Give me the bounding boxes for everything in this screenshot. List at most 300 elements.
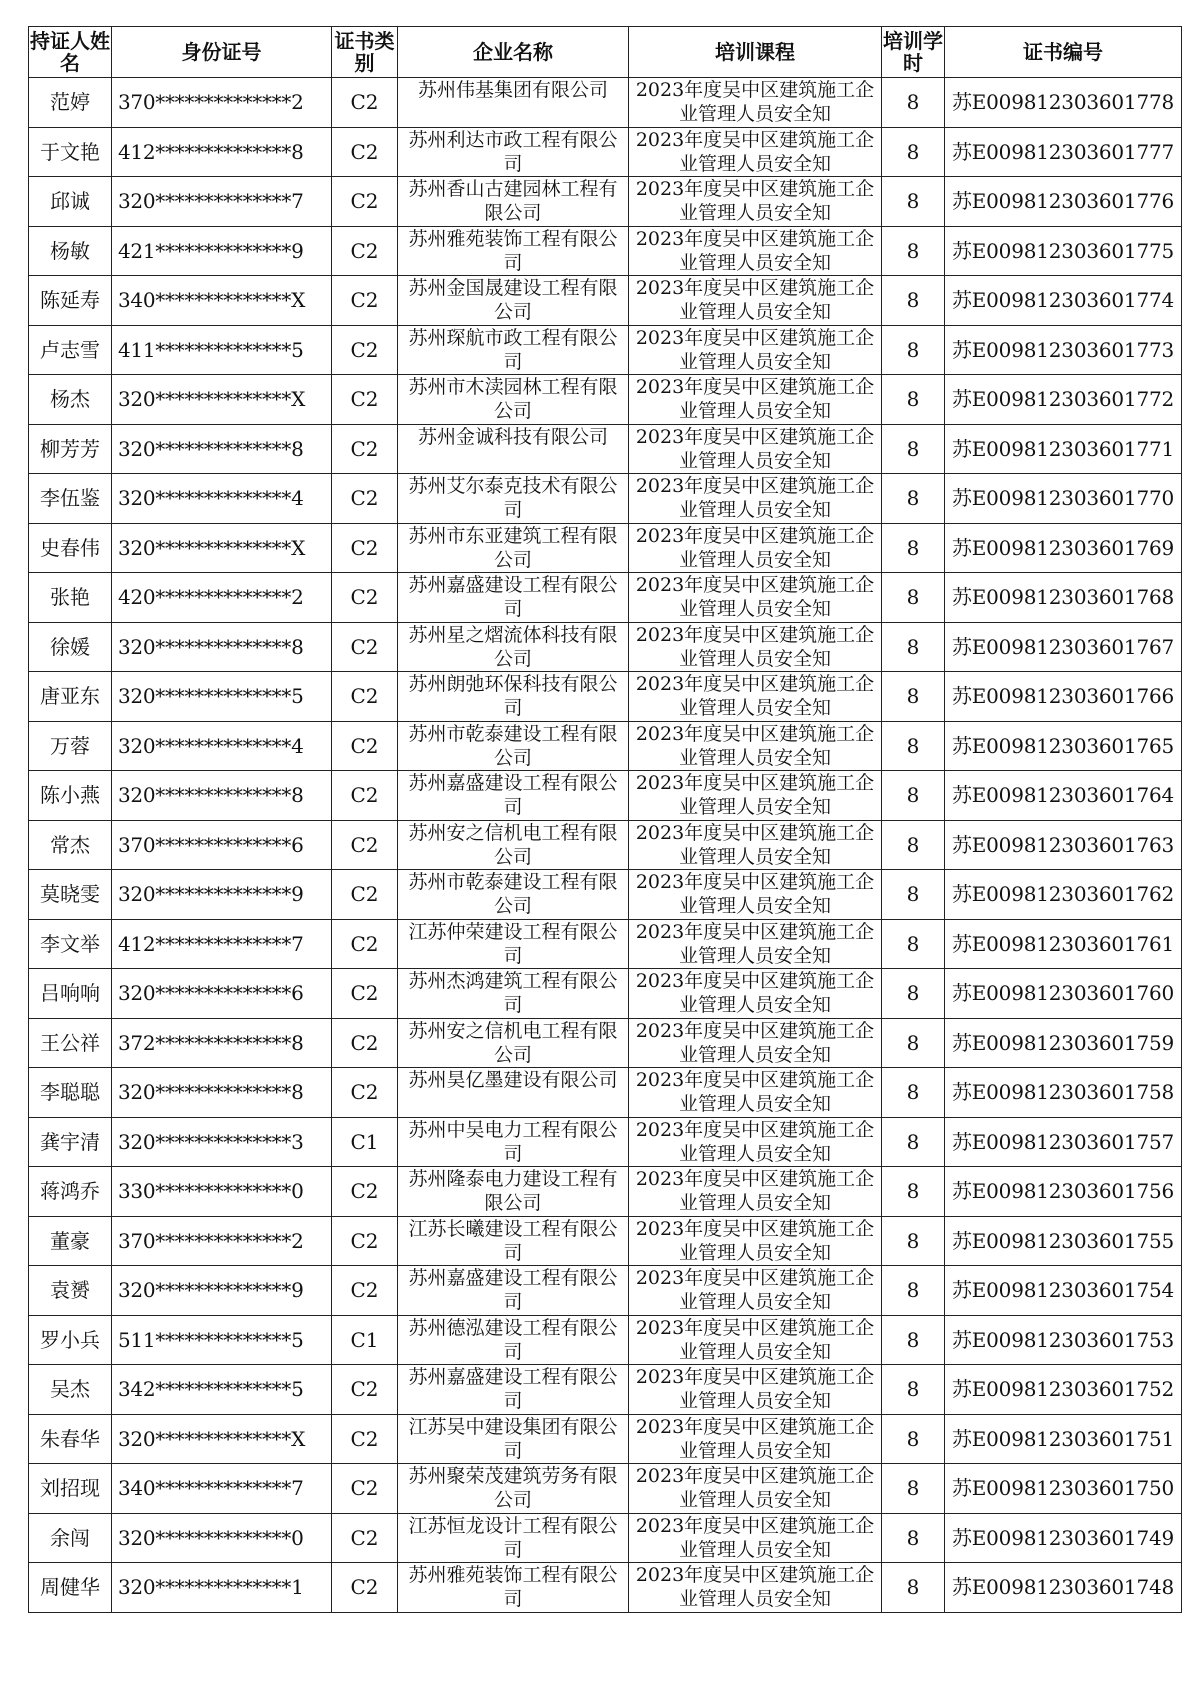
cell-training-course-text: 2023年度吴中区建筑施工企业管理人员安全知	[635, 772, 875, 819]
cell-training-course-text: 2023年度吴中区建筑施工企业管理人员安全知	[635, 1267, 875, 1314]
cell-cert-number: 苏E009812303601777	[945, 127, 1182, 177]
cell-training-hours: 8	[882, 523, 945, 573]
cell-training-course-text: 2023年度吴中区建筑施工企业管理人员安全知	[635, 1069, 875, 1116]
cell-training-hours: 8	[882, 969, 945, 1019]
cell-company-name	[398, 1266, 629, 1316]
table-row	[29, 969, 1182, 1019]
cell-cert-category: C2	[332, 771, 398, 821]
cell-cert-number: 苏E009812303601764	[945, 771, 1182, 821]
cell-training-course	[629, 1167, 882, 1217]
cell-training-course	[629, 1315, 882, 1365]
header-cert-category: 证书类别	[332, 27, 398, 78]
cell-training-course	[629, 226, 882, 276]
cell-holder-name: 刘招现	[29, 1464, 112, 1514]
table-row	[29, 127, 1182, 177]
cell-cert-number: 苏E009812303601757	[945, 1117, 1182, 1167]
cell-cert-category: C2	[332, 919, 398, 969]
cell-company-name	[398, 325, 629, 375]
cell-cert-category: C2	[332, 573, 398, 623]
cell-cert-category: C2	[332, 622, 398, 672]
cell-training-course	[629, 1068, 882, 1118]
cell-training-hours: 8	[882, 771, 945, 821]
cell-cert-number: 苏E009812303601768	[945, 573, 1182, 623]
cell-cert-number: 苏E009812303601763	[945, 820, 1182, 870]
cell-training-hours: 8	[882, 1563, 945, 1613]
table-row	[29, 672, 1182, 722]
cell-cert-category: C2	[332, 226, 398, 276]
cell-id-number: 320**************3	[112, 1117, 332, 1167]
cell-holder-name: 吕响响	[29, 969, 112, 1019]
cell-company-name	[398, 919, 629, 969]
cell-cert-number: 苏E009812303601773	[945, 325, 1182, 375]
cell-id-number: 320**************8	[112, 622, 332, 672]
cell-training-hours: 8	[882, 325, 945, 375]
cell-id-number: 320**************0	[112, 1513, 332, 1563]
cell-id-number: 330**************0	[112, 1167, 332, 1217]
table-row	[29, 1068, 1182, 1118]
cell-training-course-text: 2023年度吴中区建筑施工企业管理人员安全知	[635, 821, 875, 868]
cell-holder-name: 王公祥	[29, 1018, 112, 1068]
cell-holder-name: 万蓉	[29, 721, 112, 771]
cell-cert-category: C2	[332, 1266, 398, 1316]
cell-company-name-text: 苏州琛航市政工程有限公司	[408, 326, 618, 373]
cell-cert-number: 苏E009812303601769	[945, 523, 1182, 573]
cell-training-course-text: 2023年度吴中区建筑施工企业管理人员安全知	[635, 1564, 875, 1611]
header-training-hours: 培训学时	[882, 27, 945, 78]
cell-holder-name: 李伍鉴	[29, 474, 112, 524]
cell-holder-name: 卢志雪	[29, 325, 112, 375]
cell-company-name-text: 苏州市木渎园林工程有限公司	[408, 376, 618, 423]
cell-cert-category: C1	[332, 1315, 398, 1365]
cell-holder-name: 徐媛	[29, 622, 112, 672]
cell-holder-name: 常杰	[29, 820, 112, 870]
cell-company-name	[398, 1167, 629, 1217]
cell-training-course-text: 2023年度吴中区建筑施工企业管理人员安全知	[635, 277, 875, 324]
cell-holder-name: 蒋鸿乔	[29, 1167, 112, 1217]
cell-company-name	[398, 226, 629, 276]
cell-training-course-text: 2023年度吴中区建筑施工企业管理人员安全知	[635, 574, 875, 621]
cell-training-course-text: 2023年度吴中区建筑施工企业管理人员安全知	[635, 920, 875, 967]
cell-cert-category: C2	[332, 721, 398, 771]
cell-training-course	[629, 1365, 882, 1415]
cell-id-number: 320**************1	[112, 1563, 332, 1613]
cell-holder-name: 罗小兵	[29, 1315, 112, 1365]
cell-company-name	[398, 870, 629, 920]
cell-company-name	[398, 820, 629, 870]
cell-cert-number: 苏E009812303601776	[945, 177, 1182, 227]
cell-company-name	[398, 672, 629, 722]
cell-training-hours: 8	[882, 424, 945, 474]
cell-holder-name: 杨杰	[29, 375, 112, 425]
cell-id-number: 320**************4	[112, 474, 332, 524]
header-id-number: 身份证号	[112, 27, 332, 78]
cell-training-course	[629, 1414, 882, 1464]
cell-training-hours: 8	[882, 1018, 945, 1068]
cell-training-course-text: 2023年度吴中区建筑施工企业管理人员安全知	[635, 178, 875, 225]
cell-company-name-text: 苏州嘉盛建设工程有限公司	[408, 772, 618, 819]
cell-id-number: 370**************6	[112, 820, 332, 870]
cell-training-course	[629, 1266, 882, 1316]
header-cert-number: 证书编号	[945, 27, 1182, 78]
cell-company-name-text: 苏州嘉盛建设工程有限公司	[408, 1267, 618, 1314]
cell-training-hours: 8	[882, 672, 945, 722]
cell-training-course	[629, 177, 882, 227]
header-company-name: 企业名称	[398, 27, 629, 78]
table-row	[29, 1464, 1182, 1514]
cell-id-number: 320**************8	[112, 1068, 332, 1118]
table-row	[29, 1365, 1182, 1415]
cell-cert-category: C2	[332, 375, 398, 425]
cell-cert-category: C2	[332, 1414, 398, 1464]
cell-cert-number: 苏E009812303601765	[945, 721, 1182, 771]
cell-training-hours: 8	[882, 820, 945, 870]
table-row	[29, 226, 1182, 276]
cell-training-hours: 8	[882, 226, 945, 276]
cell-cert-number: 苏E009812303601775	[945, 226, 1182, 276]
table-row	[29, 1513, 1182, 1563]
cell-training-course-text: 2023年度吴中区建筑施工企业管理人员安全知	[635, 128, 875, 175]
cell-id-number: 320**************8	[112, 771, 332, 821]
cell-holder-name: 朱春华	[29, 1414, 112, 1464]
cell-training-course-text: 2023年度吴中区建筑施工企业管理人员安全知	[635, 623, 875, 670]
cell-id-number: 320**************9	[112, 870, 332, 920]
cell-training-course	[629, 919, 882, 969]
cell-training-course-text: 2023年度吴中区建筑施工企业管理人员安全知	[635, 1168, 875, 1215]
cell-cert-number: 苏E009812303601750	[945, 1464, 1182, 1514]
cell-training-course-text: 2023年度吴中区建筑施工企业管理人员安全知	[635, 1217, 875, 1264]
cell-holder-name: 董豪	[29, 1216, 112, 1266]
table-body	[29, 78, 1182, 1613]
cell-cert-category: C2	[332, 1167, 398, 1217]
cell-company-name	[398, 573, 629, 623]
cell-holder-name: 莫晓雯	[29, 870, 112, 920]
cell-training-course	[629, 127, 882, 177]
cell-company-name-text: 苏州艾尔泰克技术有限公司	[408, 475, 618, 522]
cell-company-name	[398, 78, 629, 128]
cell-cert-category: C2	[332, 474, 398, 524]
cell-holder-name: 邱诚	[29, 177, 112, 227]
cell-id-number: 340**************X	[112, 276, 332, 326]
cell-training-hours: 8	[882, 1464, 945, 1514]
cell-cert-category: C2	[332, 78, 398, 128]
table-row	[29, 523, 1182, 573]
cell-id-number: 370**************2	[112, 1216, 332, 1266]
cell-training-course-text: 2023年度吴中区建筑施工企业管理人员安全知	[635, 673, 875, 720]
cell-company-name	[398, 1117, 629, 1167]
cell-training-hours: 8	[882, 474, 945, 524]
cell-cert-number: 苏E009812303601774	[945, 276, 1182, 326]
cell-cert-category: C2	[332, 1068, 398, 1118]
cell-cert-category: C2	[332, 1018, 398, 1068]
cell-holder-name: 于文艳	[29, 127, 112, 177]
certificate-table	[28, 26, 1182, 1613]
cell-cert-number: 苏E009812303601778	[945, 78, 1182, 128]
cell-training-course-text: 2023年度吴中区建筑施工企业管理人员安全知	[635, 376, 875, 423]
cell-id-number: 320**************4	[112, 721, 332, 771]
cell-cert-category: C2	[332, 127, 398, 177]
cell-training-hours: 8	[882, 127, 945, 177]
cell-cert-category: C2	[332, 1563, 398, 1613]
cell-cert-category: C2	[332, 1513, 398, 1563]
cell-company-name-text: 苏州嘉盛建设工程有限公司	[408, 1366, 618, 1413]
cell-training-course	[629, 523, 882, 573]
table-row	[29, 1315, 1182, 1365]
cell-training-course	[629, 771, 882, 821]
table-row	[29, 325, 1182, 375]
cell-holder-name: 陈延寿	[29, 276, 112, 326]
cell-training-course	[629, 721, 882, 771]
cell-cert-number: 苏E009812303601756	[945, 1167, 1182, 1217]
cell-company-name-text: 苏州金诚科技有限公司	[417, 425, 608, 448]
cell-id-number: 320**************8	[112, 424, 332, 474]
cell-id-number: 420**************2	[112, 573, 332, 623]
cell-training-course-text: 2023年度吴中区建筑施工企业管理人员安全知	[635, 1118, 875, 1165]
cell-training-course	[629, 78, 882, 128]
table-row	[29, 870, 1182, 920]
cell-company-name-text: 江苏长曦建设工程有限公司	[408, 1217, 618, 1264]
cell-company-name-text: 苏州朗弛环保科技有限公司	[408, 673, 618, 720]
cell-company-name-text: 苏州杰鸿建筑工程有限公司	[408, 970, 618, 1017]
cell-company-name	[398, 375, 629, 425]
cell-training-hours: 8	[882, 870, 945, 920]
cell-company-name-text: 江苏仲荣建设工程有限公司	[408, 920, 618, 967]
table-row	[29, 1018, 1182, 1068]
cell-holder-name: 陈小燕	[29, 771, 112, 821]
cell-holder-name: 张艳	[29, 573, 112, 623]
cell-cert-number: 苏E009812303601748	[945, 1563, 1182, 1613]
cell-company-name	[398, 1414, 629, 1464]
table-row	[29, 375, 1182, 425]
cell-training-course	[629, 820, 882, 870]
cell-company-name	[398, 424, 629, 474]
cell-id-number: 320**************X	[112, 1414, 332, 1464]
cell-training-hours: 8	[882, 1068, 945, 1118]
cell-training-hours: 8	[882, 78, 945, 128]
cell-training-course	[629, 573, 882, 623]
cell-cert-number: 苏E009812303601772	[945, 375, 1182, 425]
cell-cert-category: C2	[332, 969, 398, 1019]
cell-cert-number: 苏E009812303601760	[945, 969, 1182, 1019]
cell-company-name	[398, 523, 629, 573]
cell-training-course	[629, 870, 882, 920]
cell-holder-name: 唐亚东	[29, 672, 112, 722]
cell-cert-category: C2	[332, 870, 398, 920]
cell-company-name-text: 苏州隆泰电力建设工程有限公司	[408, 1168, 618, 1215]
table-header-row	[29, 27, 1182, 78]
cell-cert-number: 苏E009812303601755	[945, 1216, 1182, 1266]
cell-id-number: 320**************6	[112, 969, 332, 1019]
cell-cert-number: 苏E009812303601771	[945, 424, 1182, 474]
cell-company-name-text: 苏州香山古建园林工程有限公司	[408, 178, 618, 225]
cell-training-hours: 8	[882, 1365, 945, 1415]
cell-cert-category: C2	[332, 672, 398, 722]
cell-id-number: 340**************7	[112, 1464, 332, 1514]
table-row	[29, 1216, 1182, 1266]
cell-training-course-text: 2023年度吴中区建筑施工企业管理人员安全知	[635, 1019, 875, 1066]
cell-training-course	[629, 1018, 882, 1068]
cell-training-hours: 8	[882, 1216, 945, 1266]
cell-company-name-text: 苏州雅苑装饰工程有限公司	[408, 1564, 618, 1611]
cell-company-name	[398, 1513, 629, 1563]
cell-holder-name: 杨敏	[29, 226, 112, 276]
cell-cert-category: C1	[332, 1117, 398, 1167]
cell-company-name	[398, 622, 629, 672]
cell-training-course	[629, 1563, 882, 1613]
table-row	[29, 1167, 1182, 1217]
cell-id-number: 411**************5	[112, 325, 332, 375]
cell-training-course-text: 2023年度吴中区建筑施工企业管理人员安全知	[635, 475, 875, 522]
cell-training-course-text: 2023年度吴中区建筑施工企业管理人员安全知	[635, 1415, 875, 1462]
table-row	[29, 622, 1182, 672]
cell-training-hours: 8	[882, 1315, 945, 1365]
cell-cert-category: C2	[332, 424, 398, 474]
cell-holder-name: 范婷	[29, 78, 112, 128]
header-training-course: 培训课程	[629, 27, 882, 78]
cell-training-course	[629, 1513, 882, 1563]
cell-training-hours: 8	[882, 1266, 945, 1316]
cell-training-hours: 8	[882, 721, 945, 771]
cell-cert-number: 苏E009812303601754	[945, 1266, 1182, 1316]
cell-id-number: 511**************5	[112, 1315, 332, 1365]
cell-training-course-text: 2023年度吴中区建筑施工企业管理人员安全知	[635, 524, 875, 571]
cell-holder-name: 吴杰	[29, 1365, 112, 1415]
cell-holder-name: 李聪聪	[29, 1068, 112, 1118]
table-row	[29, 771, 1182, 821]
table-row	[29, 721, 1182, 771]
cell-company-name-text: 苏州伟基集团有限公司	[417, 79, 608, 102]
cell-cert-number: 苏E009812303601761	[945, 919, 1182, 969]
cell-cert-number: 苏E009812303601767	[945, 622, 1182, 672]
cell-holder-name: 李文举	[29, 919, 112, 969]
cell-company-name-text: 苏州德泓建设工程有限公司	[408, 1316, 618, 1363]
cell-company-name	[398, 1563, 629, 1613]
table-row	[29, 573, 1182, 623]
cell-cert-number: 苏E009812303601766	[945, 672, 1182, 722]
cell-cert-number: 苏E009812303601759	[945, 1018, 1182, 1068]
cell-company-name	[398, 474, 629, 524]
table-row	[29, 474, 1182, 524]
cell-company-name	[398, 771, 629, 821]
cell-cert-category: C2	[332, 1464, 398, 1514]
cell-cert-number: 苏E009812303601770	[945, 474, 1182, 524]
cell-id-number: 320**************9	[112, 1266, 332, 1316]
cell-training-course-text: 2023年度吴中区建筑施工企业管理人员安全知	[635, 326, 875, 373]
cell-company-name	[398, 1464, 629, 1514]
cell-company-name-text: 苏州昊亿墨建设有限公司	[408, 1069, 618, 1092]
cell-cert-number: 苏E009812303601752	[945, 1365, 1182, 1415]
cell-company-name-text: 江苏恒龙设计工程有限公司	[408, 1514, 618, 1561]
table-row	[29, 177, 1182, 227]
cell-company-name	[398, 276, 629, 326]
cell-training-course-text: 2023年度吴中区建筑施工企业管理人员安全知	[635, 871, 875, 918]
cell-id-number: 320**************7	[112, 177, 332, 227]
cell-training-hours: 8	[882, 1117, 945, 1167]
cell-id-number: 370**************2	[112, 78, 332, 128]
cell-training-hours: 8	[882, 1167, 945, 1217]
cell-cert-category: C2	[332, 276, 398, 326]
cell-id-number: 412**************8	[112, 127, 332, 177]
cell-training-course	[629, 1117, 882, 1167]
cell-company-name	[398, 1068, 629, 1118]
cell-company-name	[398, 1365, 629, 1415]
cell-training-course-text: 2023年度吴中区建筑施工企业管理人员安全知	[635, 1316, 875, 1363]
cell-company-name	[398, 1018, 629, 1068]
cell-holder-name: 龚宇清	[29, 1117, 112, 1167]
cell-company-name	[398, 1216, 629, 1266]
cell-company-name	[398, 177, 629, 227]
cell-id-number: 320**************X	[112, 375, 332, 425]
cell-company-name-text: 苏州利达市政工程有限公司	[408, 128, 618, 175]
cell-company-name-text: 苏州嘉盛建设工程有限公司	[408, 574, 618, 621]
cell-training-course-text: 2023年度吴中区建筑施工企业管理人员安全知	[635, 970, 875, 1017]
cell-training-course	[629, 325, 882, 375]
cell-company-name	[398, 127, 629, 177]
table-row	[29, 1414, 1182, 1464]
cell-training-course	[629, 276, 882, 326]
cell-company-name-text: 苏州金国晟建设工程有限公司	[408, 277, 618, 324]
cell-training-course-text: 2023年度吴中区建筑施工企业管理人员安全知	[635, 1366, 875, 1413]
cell-cert-number: 苏E009812303601753	[945, 1315, 1182, 1365]
cell-cert-category: C2	[332, 325, 398, 375]
table-row	[29, 1266, 1182, 1316]
cell-training-hours: 8	[882, 276, 945, 326]
cell-training-hours: 8	[882, 1513, 945, 1563]
cell-cert-number: 苏E009812303601762	[945, 870, 1182, 920]
cell-cert-category: C2	[332, 1365, 398, 1415]
cell-id-number: 320**************X	[112, 523, 332, 573]
cell-cert-number: 苏E009812303601758	[945, 1068, 1182, 1118]
cell-cert-number: 苏E009812303601749	[945, 1513, 1182, 1563]
cell-holder-name: 柳芳芳	[29, 424, 112, 474]
cell-company-name	[398, 1315, 629, 1365]
cell-holder-name: 史春伟	[29, 523, 112, 573]
cell-id-number: 320**************5	[112, 672, 332, 722]
cell-training-course-text: 2023年度吴中区建筑施工企业管理人员安全知	[635, 1514, 875, 1561]
table-row	[29, 276, 1182, 326]
cell-company-name-text: 江苏吴中建设集团有限公司	[408, 1415, 618, 1462]
cell-holder-name: 周健华	[29, 1563, 112, 1613]
cell-company-name-text: 苏州市乾泰建设工程有限公司	[408, 722, 618, 769]
cell-training-hours: 8	[882, 177, 945, 227]
table-row	[29, 1117, 1182, 1167]
cell-company-name-text: 苏州市东亚建筑工程有限公司	[408, 524, 618, 571]
cell-training-course-text: 2023年度吴中区建筑施工企业管理人员安全知	[635, 722, 875, 769]
cell-holder-name: 余闯	[29, 1513, 112, 1563]
header-holder-name: 持证人姓名	[29, 27, 112, 78]
cell-training-course-text: 2023年度吴中区建筑施工企业管理人员安全知	[635, 425, 875, 472]
cell-cert-category: C2	[332, 1216, 398, 1266]
cell-training-course	[629, 1464, 882, 1514]
cell-id-number: 421**************9	[112, 226, 332, 276]
cell-training-course	[629, 474, 882, 524]
cell-training-hours: 8	[882, 573, 945, 623]
cell-company-name-text: 苏州聚荣茂建筑劳务有限公司	[408, 1465, 618, 1512]
cell-training-course	[629, 1216, 882, 1266]
cell-id-number: 372**************8	[112, 1018, 332, 1068]
cell-training-course	[629, 622, 882, 672]
cell-company-name-text: 苏州市乾泰建设工程有限公司	[408, 871, 618, 918]
cell-training-hours: 8	[882, 375, 945, 425]
cell-holder-name: 袁赟	[29, 1266, 112, 1316]
table-row	[29, 78, 1182, 128]
cell-cert-number: 苏E009812303601751	[945, 1414, 1182, 1464]
cell-company-name-text: 苏州中吴电力工程有限公司	[408, 1118, 618, 1165]
cell-training-course	[629, 969, 882, 1019]
cell-training-hours: 8	[882, 919, 945, 969]
cell-company-name-text: 苏州安之信机电工程有限公司	[408, 821, 618, 868]
cell-id-number: 342**************5	[112, 1365, 332, 1415]
table-row	[29, 424, 1182, 474]
